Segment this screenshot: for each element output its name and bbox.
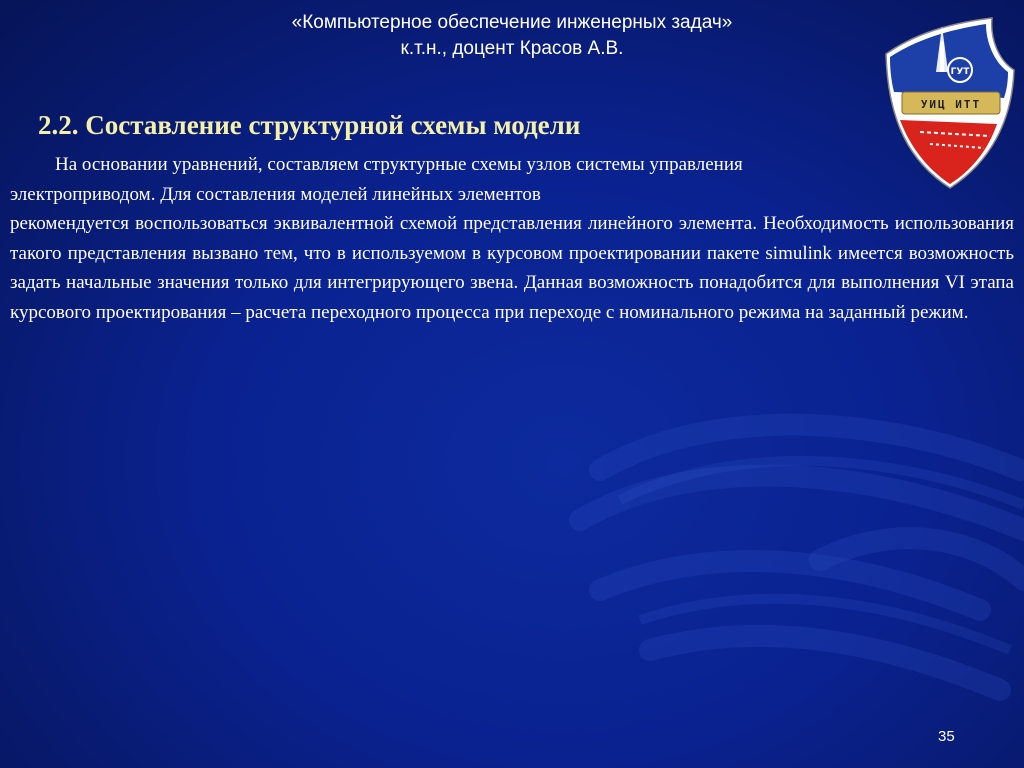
course-title: «Компьютерное обеспечение инженерных задач»: [291, 12, 733, 33]
page-number: 35: [938, 728, 955, 745]
paragraph-main: рекомендуется воспользоваться эквивалентной схемой представления линейного элемента. Необходимость использования такого представления вызвано тем, что в используемом в курсовом проектировании пакете simulink имеется возможность задать начальные значения только для интегрирующего звена. Данная возможность понадобится для выполнения VI этапа курсового проектирования – расчета переходного процесса при переходе с номинального режима на заданный режим.: [10, 213, 1014, 323]
body-text: [10, 150, 1014, 327]
logo-text: УИЦ ИТТ: [920, 98, 982, 111]
paragraph-intro: На основании уравнений, составляем структурные схемы узлов системы управления электроприводом. Для составления моделей линейных элементов: [10, 154, 743, 205]
section-title: 2.2. Составление структурной схемы модели: [38, 110, 581, 140]
slide-header: [0, 10, 1024, 62]
author-line: к.т.н., доцент Красов А.В.: [400, 38, 624, 59]
svg-text:ГУТ: ГУТ: [950, 67, 970, 77]
